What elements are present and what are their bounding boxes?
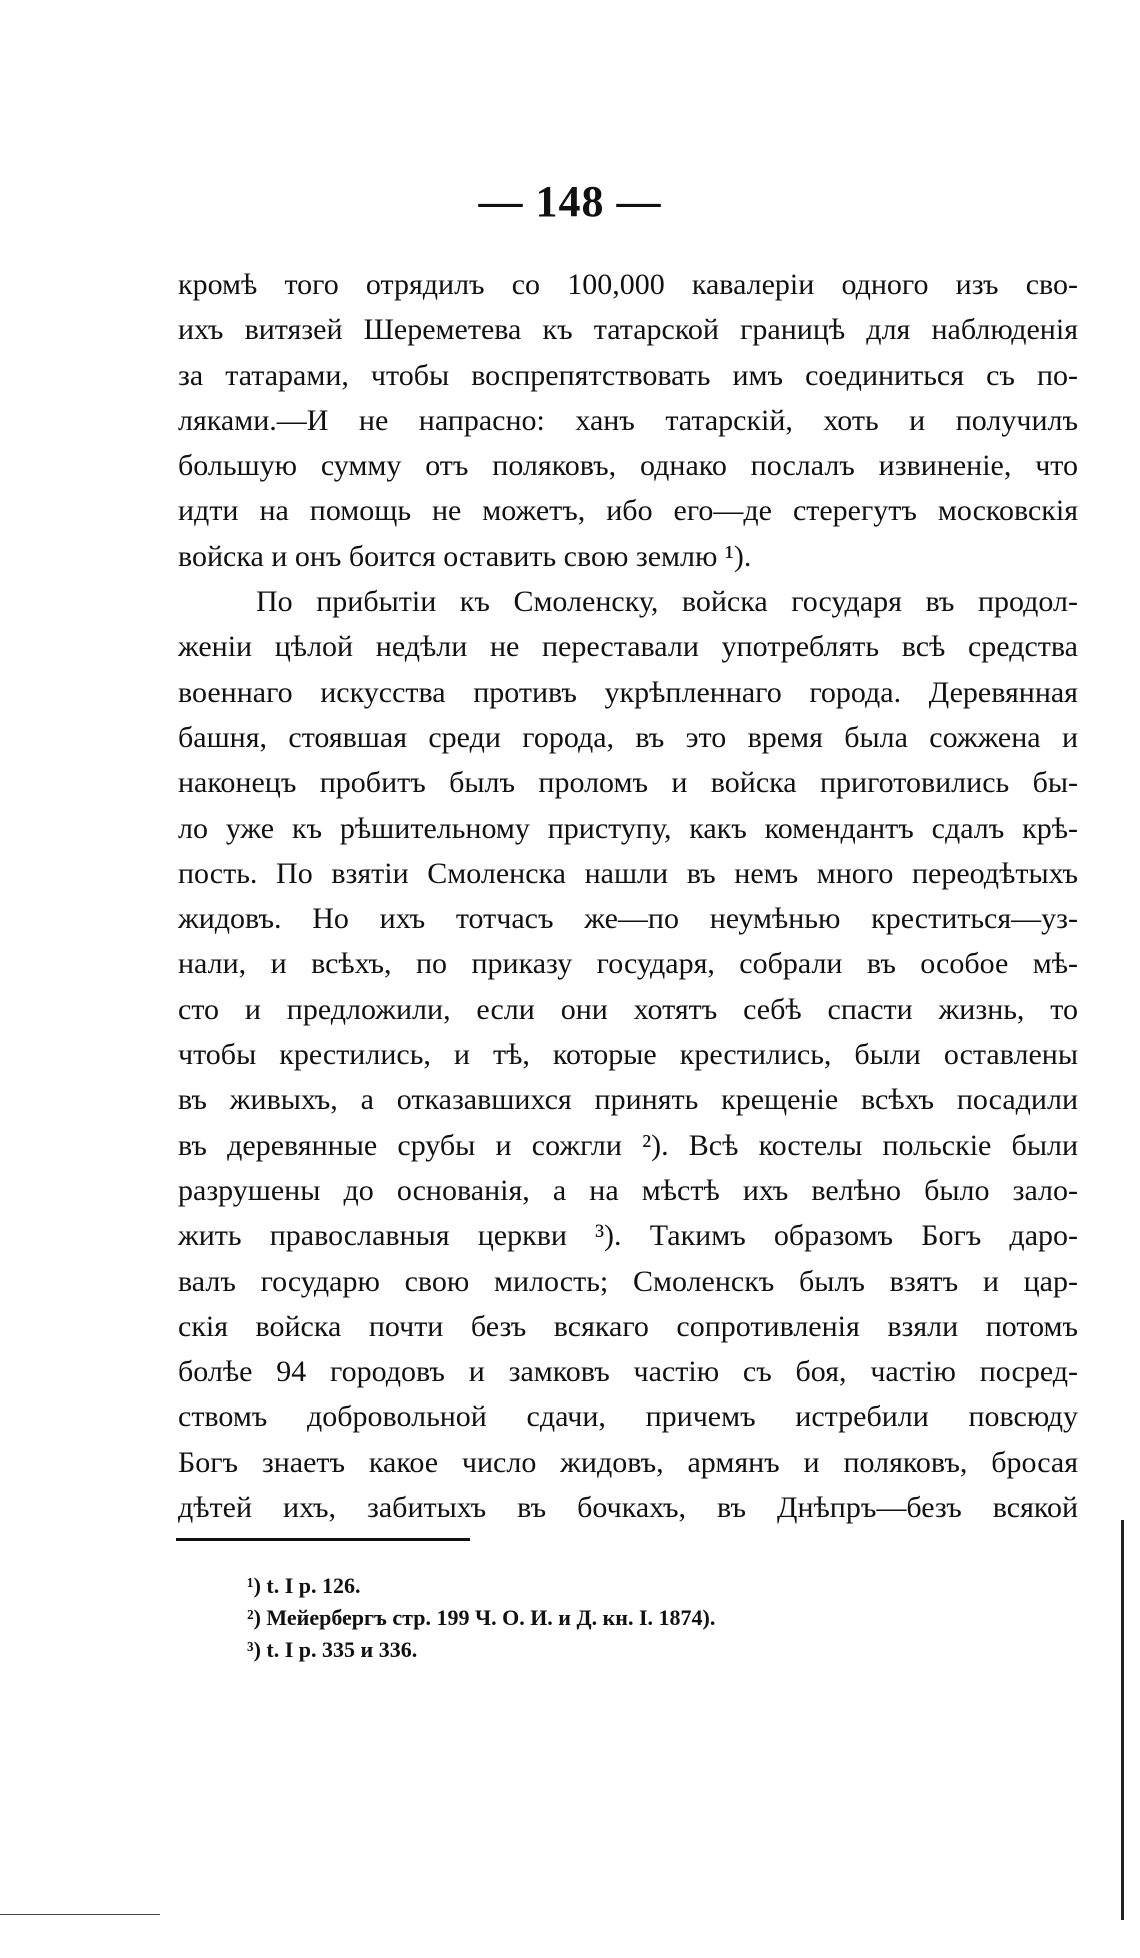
scan-edge-mark (0, 1914, 160, 1915)
text-line: идти на помощь не можетъ, ибо его—де стерегутъ московскія (178, 494, 1078, 528)
text-line: По прибытіи къ Смоленску, войска государя въ продол- (256, 585, 1078, 619)
text-line: большую сумму отъ поляковъ, однако послалъ извиненіе, что (178, 449, 1078, 483)
text-line: разрушены до основанія, а на мѣстѣ ихъ велѣно было зало- (178, 1173, 1078, 1207)
text-line: ствомъ добровольной сдачи, причемъ истребили повсюду (178, 1400, 1078, 1434)
text-line: нали, и всѣхъ, по приказу государя, собрали въ особое мѣ- (178, 947, 1078, 981)
page-edge-mark (1121, 1520, 1124, 1920)
text-line: военнаго искусства противъ укрѣпленнаго города. Деревянная (178, 675, 1078, 709)
text-line: ляками.—И не напрасно: ханъ татарскій, хоть и получилъ (178, 403, 1078, 437)
footnotes (247, 1570, 947, 1666)
page-number: — 148 — (478, 177, 662, 226)
text-line: въ деревянные срубы и сожгли ²). Всѣ костелы польскіе были (178, 1128, 1078, 1162)
text-line: валъ государю свою милость; Смоленскъ былъ взятъ и цар- (178, 1264, 1078, 1298)
text-line: кромѣ того отрядилъ со 100,000 кавалеріи одного изъ сво- (178, 268, 1078, 301)
text-line: ло уже къ рѣшительному приступу, какъ комендантъ сдалъ крѣ- (178, 811, 1078, 845)
body-text (178, 262, 1078, 1530)
footnote-1: ¹) t. I p. 126. (247, 1573, 361, 1598)
text-line: жить православныя церкви ³). Такимъ образомъ Богъ даро- (178, 1219, 1078, 1253)
footnote-2: ²) Мейербергъ стр. 199 Ч. О. И. и Д. кн. I. 1874). (247, 1605, 716, 1630)
text-line: войска и онъ боится оставить свою землю ¹). (178, 539, 752, 573)
text-line: чтобы крестились, и тѣ, которые крестились, были оставлены (178, 1038, 1078, 1072)
text-line: въ живыхъ, а отказавшихся принять крещеніе всѣхъ посадили (178, 1083, 1078, 1117)
text-line: жидовъ. Но ихъ тотчасъ же—по неумѣнью креститься—уз- (178, 902, 1078, 936)
footnote-divider (176, 1538, 470, 1541)
text-line: Богъ знаетъ какое число жидовъ, армянъ и поляковъ, бросая (178, 1445, 1078, 1479)
text-line: сто и предложили, если они хотятъ себѣ спасти жизнь, то (178, 992, 1078, 1026)
text-line: ихъ витязей Шереметева къ татарской границѣ для наблюденія (178, 313, 1078, 347)
text-line: дѣтей ихъ, забитыхъ въ бочкахъ, въ Днѣпръ—безъ всякой (178, 1491, 1078, 1525)
text-line: скія войска почти безъ всякаго сопротивленія взяли потомъ (178, 1309, 1078, 1343)
text-line: пость. По взятіи Смоленска нашли въ немъ много переодѣтыхъ (178, 856, 1078, 890)
text-line: башня, стоявшая среди города, въ это время была сожжена и (178, 720, 1078, 754)
footnote-3: ³) t. I p. 335 и 336. (247, 1637, 418, 1662)
text-line: болѣе 94 городовъ и замковъ частію съ боя, частію посред- (178, 1355, 1078, 1389)
text-line: за татарами, чтобы воспрепятствовать имъ соединиться съ по- (178, 358, 1078, 392)
text-line: женіи цѣлой недѣли не переставали употреблять всѣ средства (178, 630, 1078, 664)
text-line: наконецъ пробитъ былъ проломъ и войска приготовились бы- (178, 766, 1078, 800)
